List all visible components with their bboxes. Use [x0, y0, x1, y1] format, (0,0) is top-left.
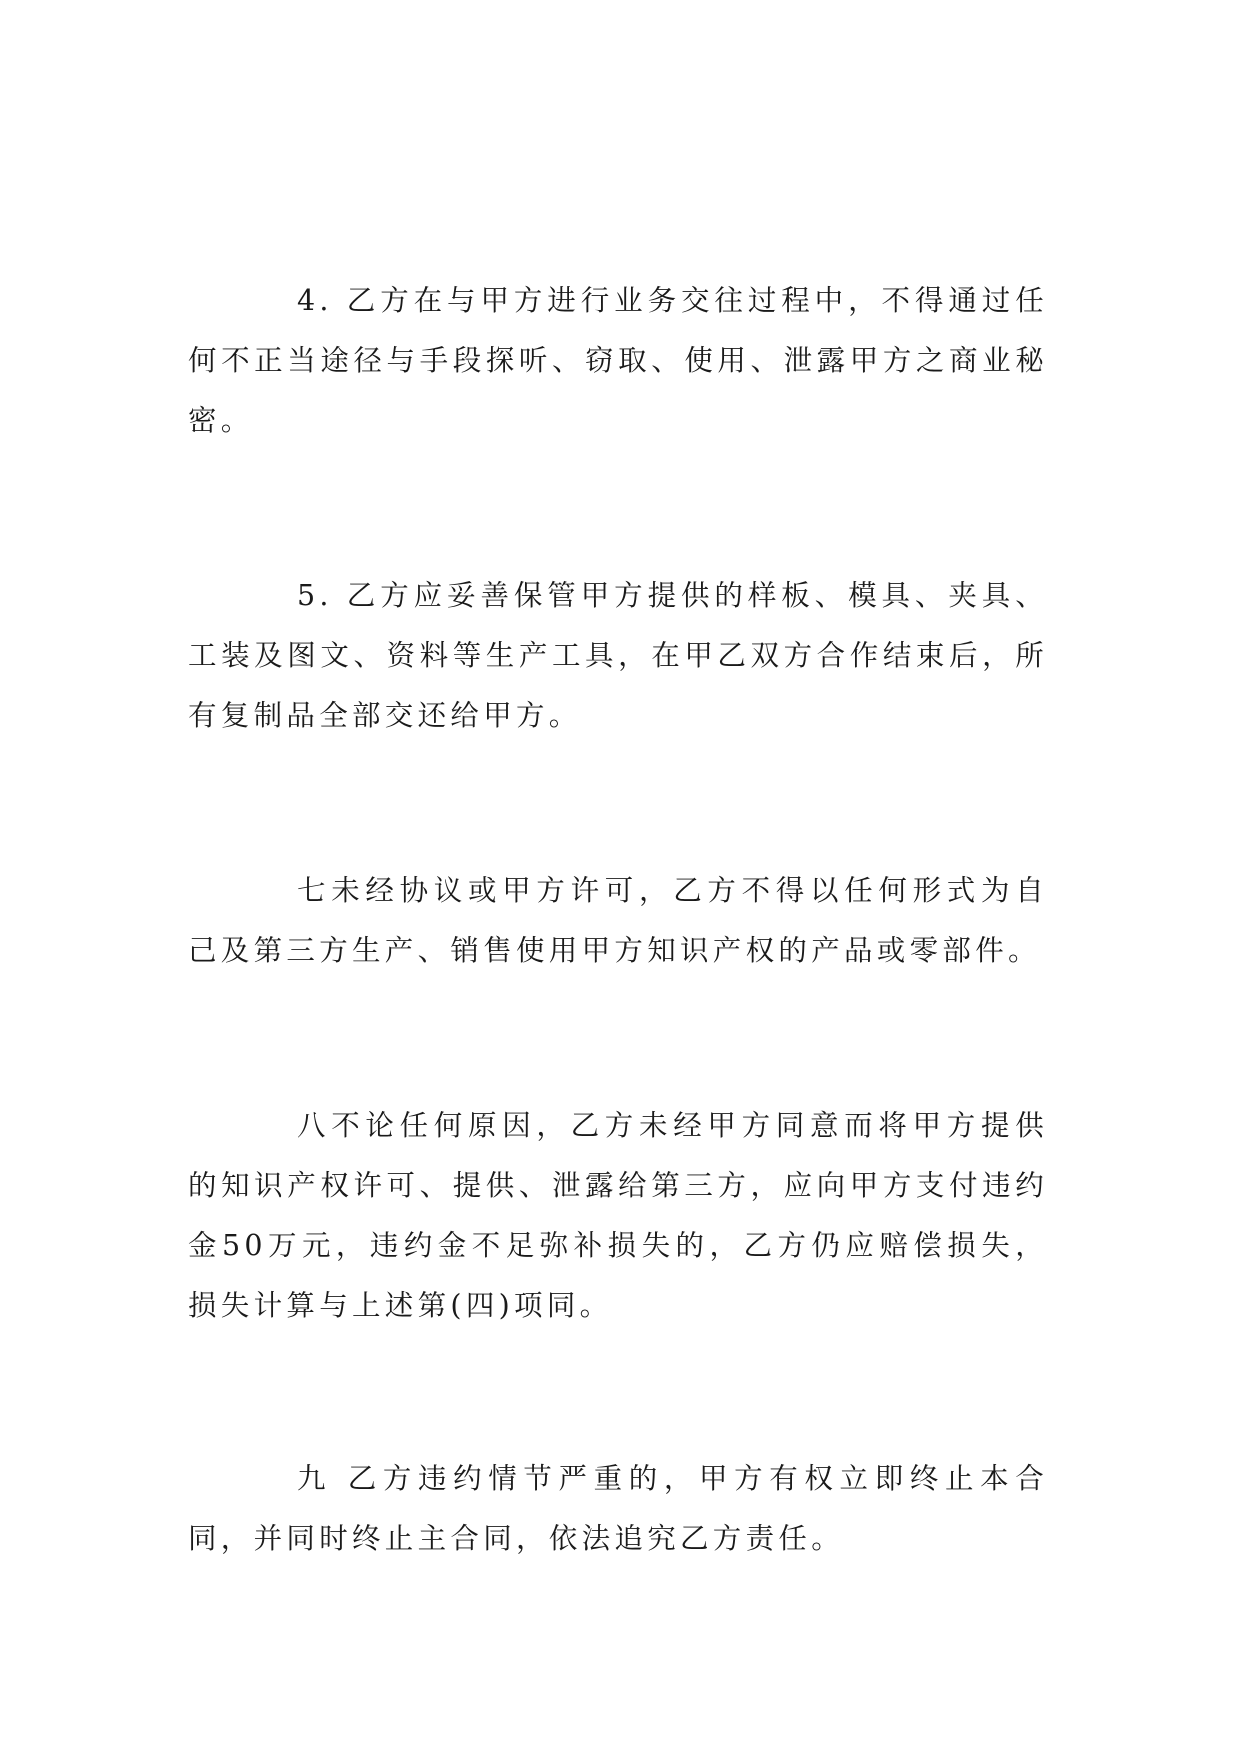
clause-5-paragraph: 5. 乙方应妥善保管甲方提供的样板、模具、夹具、工装及图文、资料等生产工具，在甲乙双方合作结束后，所有复制品全部交还给甲方。: [188, 579, 1048, 732]
clause-8-paragraph: 八不论任何原因，乙方未经甲方同意而将甲方提供的知识产权许可、提供、泄露给第三方，应向甲方支付违约金50万元，违约金不足弥补损失的，乙方仍应赔偿损失，损失计算与上述第(四)项同。: [188, 1109, 1048, 1322]
clause-9-paragraph: 九 乙方违约情节严重的，甲方有权立即终止本合同，并同时终止主合同，依法追究乙方责任。: [188, 1462, 1048, 1555]
clause-7-paragraph: 七未经协议或甲方许可，乙方不得以任何形式为自己及第三方生产、销售使用甲方知识产权的产品或零部件。: [188, 874, 1048, 967]
clause-4-paragraph: 4. 乙方在与甲方进行业务交往过程中，不得通过任何不正当途径与手段探听、窃取、使用、泄露甲方之商业秘密。: [188, 284, 1048, 437]
